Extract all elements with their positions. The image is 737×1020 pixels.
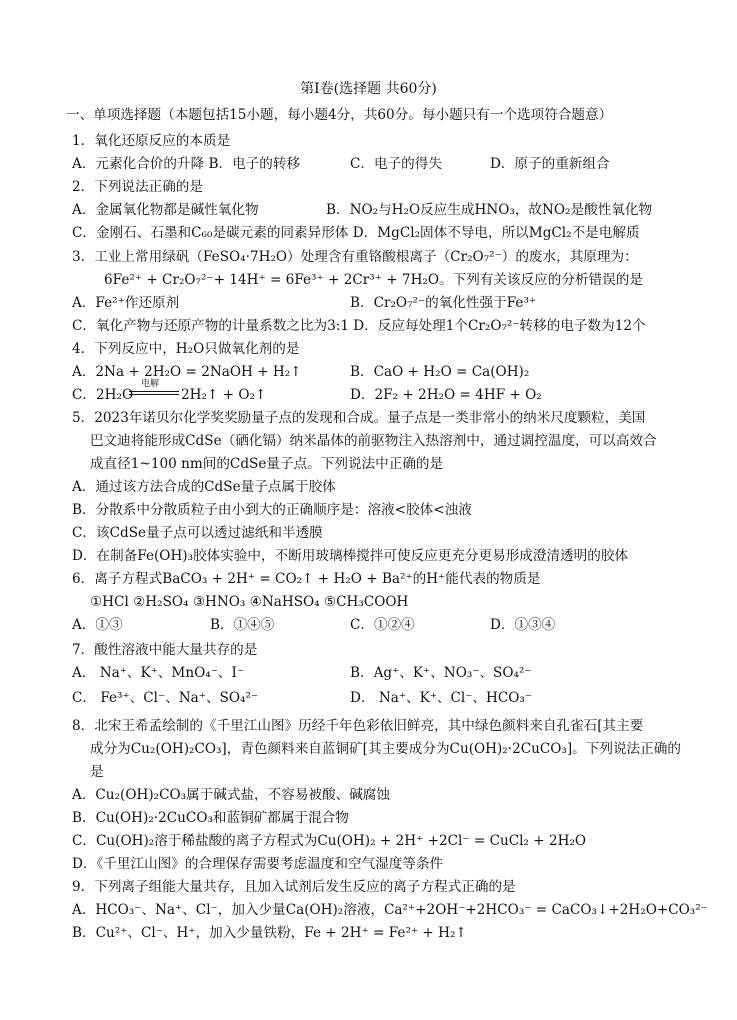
q6-option-d: D．①③④ (490, 617, 556, 633)
q8-stem-line3: 是 (90, 764, 104, 780)
q3-option-b: B．Cr₂O₇²⁻的氧化性强于Fe³⁺ (350, 295, 537, 311)
q2-option-cd: C．金刚石、石墨和C₆₀是碳元素的同素异形体 D．MgCl₂固体不导电，所以MgCl₂不是电解质 (72, 225, 640, 241)
q3-option-cd: C．氧化产物与还原产物的计量系数之比为3:1 D．反应每处理1个Cr₂O₇²⁻转移的电子数为12个 (72, 318, 646, 334)
q4-option-c-right: 2H₂↑ + O₂↑ (181, 387, 267, 403)
q4-option-d: D．2F₂ + 2H₂O = 4HF + O₂ (350, 387, 542, 403)
q5-option-d: D．在制备Fe(OH)₃胶体实验中，不断用玻璃棒搅拌可使反应更充分更易形成澄清透明的胶体 (72, 548, 629, 564)
q4-option-a: A．2Na + 2H₂O = 2NaOH + H₂↑ (72, 364, 302, 380)
q5-stem-line2: 巴文迪将能形成CdSe（硒化镉）纳米晶体的前驱物注入热溶剂中，通过调控温度，可以高效合 (90, 433, 657, 449)
q4-stem: 4．下列反应中，H₂O只做氧化剂的是 (72, 341, 300, 357)
q9-option-b: B．Cu²⁺、Cl⁻、H⁺，加入少量铁粉，Fe + 2H⁺ = Fe²⁺ + H₂↑ (72, 925, 467, 941)
q2-stem: 2．下列说法正确的是 (72, 179, 203, 195)
electrolysis-label: 电解 (141, 379, 160, 389)
q8-stem-line1: 8．北宋王希孟绘制的《千里江山图》历经千年色彩依旧鲜亮，其中绿色颜料来自孔雀石[其主要 (72, 718, 644, 734)
section-heading: 一、单项选择题（本题包括15小题，每小题4分，共60分。每小题只有一个选项符合题意） (66, 107, 613, 123)
q7-option-a: A． Na⁺、K⁺、MnO₄⁻、I⁻ (72, 665, 245, 681)
electrolysis-arrow (129, 379, 181, 402)
q5-stem-line3: 成直径1~100 nm间的CdSe量子点。下列说法中正确的是 (90, 456, 444, 472)
q4-option-c-left: C．2H₂O (72, 387, 134, 403)
q7-option-d: D． Na⁺、K⁺、Cl⁻、HCO₃⁻ (350, 690, 533, 706)
q6-option-b: B．①④⑤ (210, 617, 275, 633)
q3-equation: 6Fe²⁺ + Cr₂O₇²⁻+ 14H⁺ = 6Fe³⁺ + 2Cr³⁺ + 7H₂O。下列有关该反应的分析错误的是 (104, 272, 643, 288)
q8-option-d: D．《千里江山图》的合理保存需要考虑温度和空气湿度等条件 (72, 856, 444, 872)
q6-option-a: A．①③ (72, 617, 123, 633)
q5-option-c: C．该CdSe量子点可以透过滤纸和半透膜 (72, 525, 323, 541)
q2-option-a: A．金属氧化物都是碱性氧化物 (72, 202, 259, 218)
q4-option-b: B．CaO + H₂O = Ca(OH)₂ (350, 364, 530, 380)
q7-option-c: C． Fe³⁺、Cl⁻、Na⁺、SO₄²⁻ (72, 690, 259, 706)
q7-option-b: B．Ag⁺、K⁺、NO₃⁻、SO₄²⁻ (350, 665, 532, 681)
q7-stem: 7．酸性溶液中能大量共存的是 (72, 642, 258, 658)
q1-stem: 1．氧化还原反应的本质是 (72, 133, 231, 149)
q5-option-a: A．通过该方法合成的CdSe量子点属于胶体 (72, 479, 336, 495)
q1-option-ab: A．元素化合价的升降 B．电子的转移 (72, 156, 301, 172)
q8-option-b: B．Cu(OH)₂·2CuCO₃和蓝铜矿都属于混合物 (72, 810, 349, 826)
q8-stem-line2: 成分为Cu₂(OH)₂CO₃]，青色颜料来自蓝铜矿[其主要成分为Cu(OH)₂·2CuCO₃]。下列说法正确的 (90, 741, 681, 757)
q1-option-c: C．电子的得失 (350, 156, 442, 172)
q5-stem-line1: 5．2023年诺贝尔化学奖奖励量子点的发现和合成。量子点是一类非常小的纳米尺度颗粒，美国 (72, 410, 646, 426)
q6-items: ①HCl ②H₂SO₄ ③HNO₃ ④NaHSO₄ ⑤CH₃COOH (90, 594, 409, 610)
q1-option-d: D．原子的重新组合 (490, 156, 610, 172)
q3-stem: 3．工业上常用绿矾（FeSO₄·7H₂O）处理含有重铬酸根离子（Cr₂O₇²⁻）的废水，其原理为： (72, 249, 638, 265)
q6-option-c: C．①②④ (350, 617, 415, 633)
q6-stem: 6．离子方程式BaCO₃ + 2H⁺ = CO₂↑ + H₂O + Ba²⁺的H⁺能代表的物质是 (72, 571, 541, 587)
q2-option-b: B．NO₂与H₂O反应生成HNO₃，故NO₂是酸性氧化物 (326, 202, 653, 218)
q9-option-a: A．HCO₃⁻、Na⁺、Cl⁻，加入少量Ca(OH)₂溶液，Ca²⁺+2OH⁻+2HCO₃⁻ = CaCO₃↓+2H₂O+CO₃²⁻ (72, 902, 708, 918)
q8-option-c: C．Cu(OH)₂溶于稀盐酸的离子方程式为Cu(OH)₂ + 2H⁺ +2Cl⁻ = CuCl₂ + 2H₂O (72, 833, 587, 849)
q3-option-a: A．Fe²⁺作还原剂 (72, 295, 180, 311)
q5-option-b: B．分散系中分散质粒子由小到大的正确顺序是：溶液<胶体<浊液 (72, 502, 472, 518)
q8-option-a: A．Cu₂(OH)₂CO₃属于碱式盐，不容易被酸、碱腐蚀 (72, 787, 390, 803)
page-title: 第Ⅰ卷(选择题 共60分) (300, 81, 437, 97)
q9-stem: 9．下列离子组能大量共存，且加入试剂后发生反应的离子方程式正确的是 (72, 879, 516, 895)
